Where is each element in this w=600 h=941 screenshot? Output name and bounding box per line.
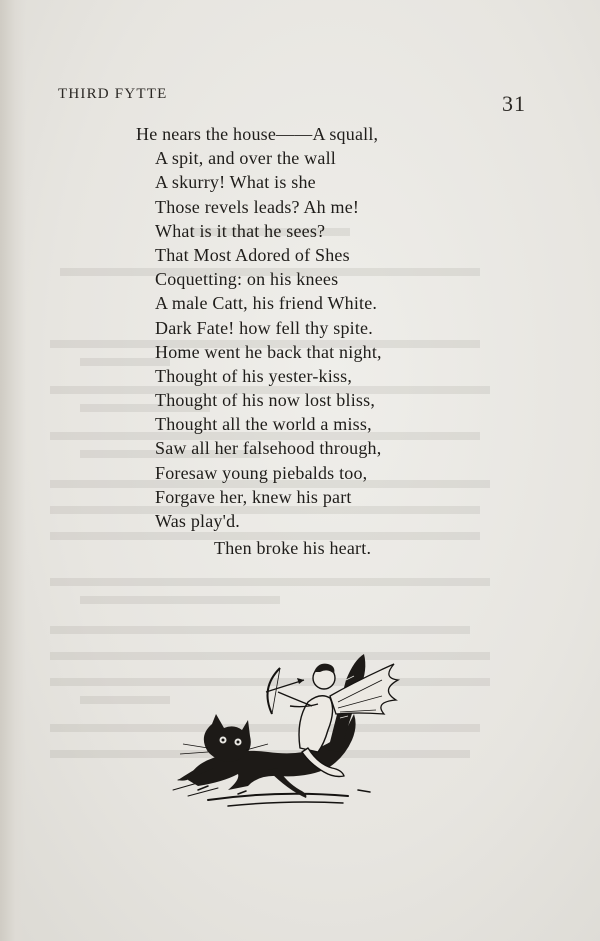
page-gutter-shadow bbox=[0, 0, 26, 941]
poem-stanza bbox=[136, 122, 496, 560]
running-head: THIRD FYTTE bbox=[58, 86, 168, 102]
poem-line: Coquetting: on his knees bbox=[155, 269, 339, 290]
poem-line: A skurry! What is she bbox=[155, 172, 316, 193]
poem-line: Foresaw young piebalds too, bbox=[155, 462, 368, 483]
poem-line: Thought all the world a miss, bbox=[155, 414, 372, 435]
poem-line: Thought of his now lost bliss, bbox=[155, 390, 376, 411]
poem-line: A male Catt, his friend White. bbox=[155, 293, 378, 314]
poem-line-final: Then broke his heart. bbox=[214, 538, 372, 559]
poem-line: Thought of his yester-kiss, bbox=[155, 365, 353, 386]
page-number: 31 bbox=[502, 91, 526, 116]
poem-line: He nears the house——A squall, bbox=[136, 124, 379, 144]
poem-line: Dark Fate! how fell thy spite. bbox=[155, 317, 373, 338]
poem-line: Was play'd. bbox=[155, 511, 240, 531]
poem-line: A spit, and over the wall bbox=[155, 148, 336, 169]
cupid-riding-cat-vignette bbox=[168, 640, 418, 810]
poem-line: Forgave her, knew his part bbox=[155, 486, 352, 507]
poem-line: Saw all her falsehood through, bbox=[155, 438, 382, 459]
poem-line: What is it that he sees? bbox=[155, 220, 326, 241]
poem-line: Those revels leads? Ah me! bbox=[155, 196, 360, 217]
poem-line: That Most Adored of Shes bbox=[155, 244, 350, 265]
poem-line: Home went he back that night, bbox=[155, 341, 382, 362]
